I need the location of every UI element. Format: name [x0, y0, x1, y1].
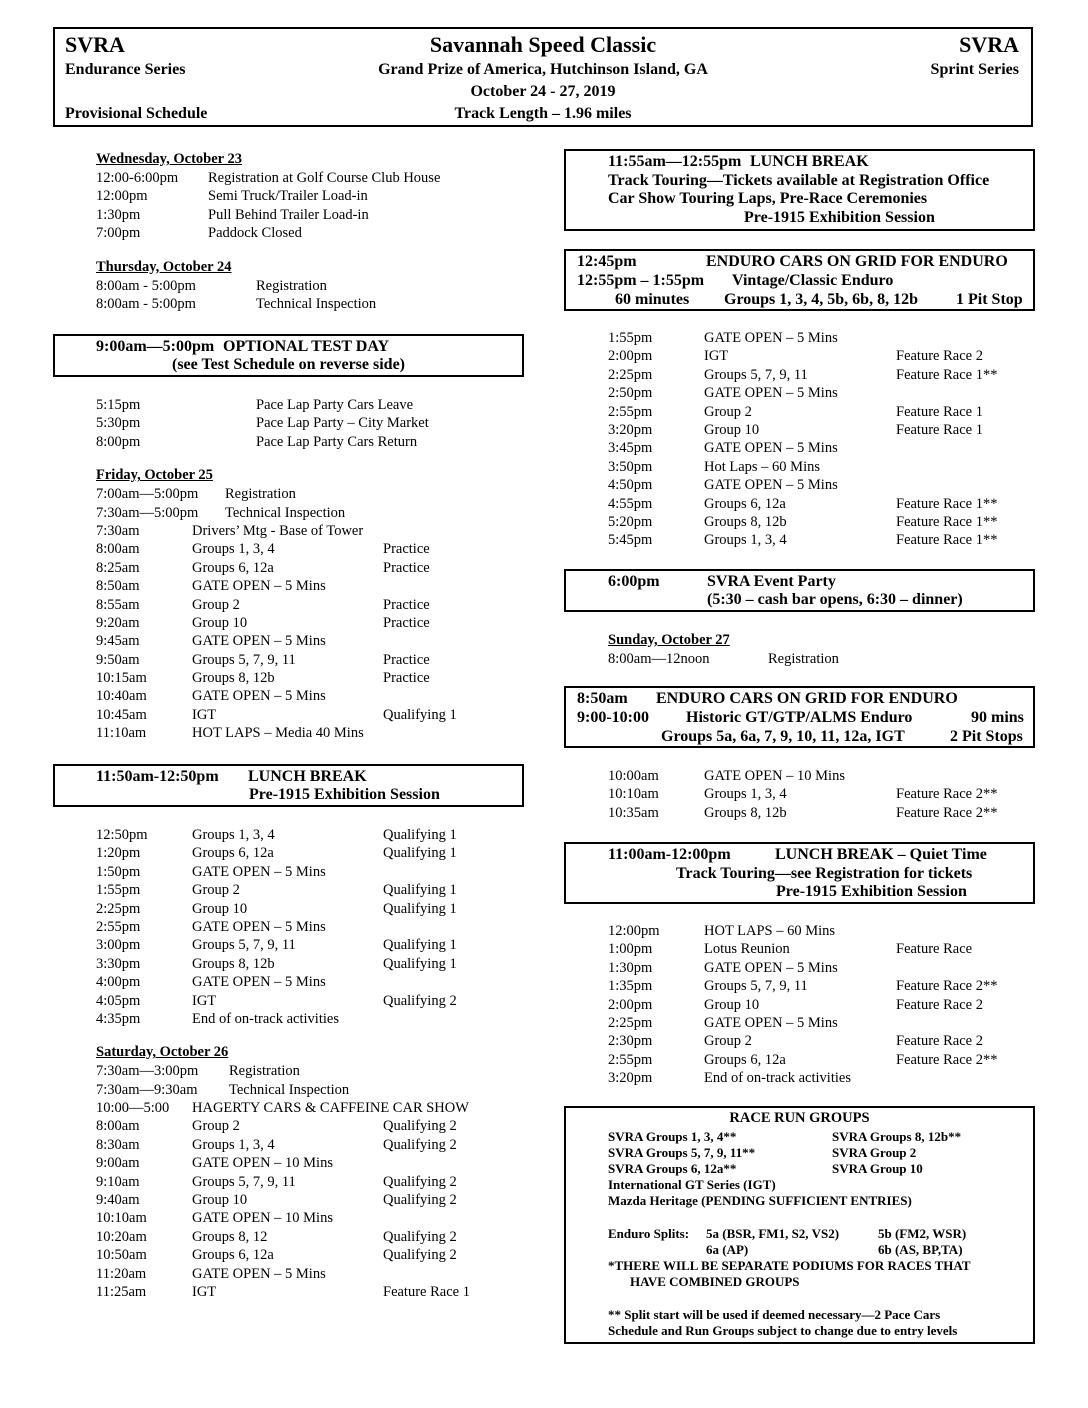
schedule-row [608, 347, 1038, 365]
time-cell: 3:00pm [96, 937, 141, 954]
provisional-label: Provisional Schedule [65, 105, 208, 122]
schedule-row [96, 1117, 526, 1135]
vintage-enduro-box: 12:45pm ENDURO CARS ON GRID FOR ENDURO 12:55pm – 1:55pm Vintage/Classic Enduro 60 minutes Groups 1, 3, 4, 5b, 6b, 8, 12b 1 Pit Stop [564, 249, 1035, 311]
schedule-row [608, 403, 1038, 421]
schedule-row [608, 1014, 1038, 1032]
event-cell: Groups 5, 7, 9, 11 [192, 1173, 296, 1190]
session-cell: Feature Race 2 [896, 1033, 983, 1050]
time-cell: 10:35am [608, 804, 659, 821]
saturday-afternoon-rows [608, 329, 1038, 550]
schedule-row [96, 540, 526, 558]
session-cell: Qualifying 2 [383, 1136, 457, 1153]
event-cell: Groups 8, 12b [192, 670, 275, 687]
schedule-row [96, 1283, 526, 1301]
event-cell: GATE OPEN – 5 Mins [192, 1265, 326, 1282]
event-party-box: 6:00pm SVRA Event Party (5:30 – cash bar opens, 6:30 – dinner) [564, 569, 1035, 612]
schedule-row [608, 458, 1038, 476]
schedule-row [608, 439, 1038, 457]
event-cell: Groups 1, 3, 4 [704, 532, 787, 549]
schedule-row [96, 973, 526, 991]
schedule-row [608, 922, 1038, 940]
time-cell: 5:20pm [608, 513, 653, 530]
time-cell: 2:25pm [608, 366, 653, 383]
schedule-row [96, 900, 526, 918]
event-cell: GATE OPEN – 5 Mins [704, 385, 838, 402]
event-cell: Group 2 [192, 882, 240, 899]
right-column-sunday-2 [608, 767, 1038, 822]
event-cell: GATE OPEN – 10 Mins [704, 768, 845, 784]
schedule-row [608, 785, 1038, 803]
optional-test-day-label: OPTIONAL TEST DAY [223, 338, 389, 355]
race-run-groups-box: RACE RUN GROUPS SVRA Groups 1, 3, 4** SVRA Groups 8, 12b** SVRA Groups 5, 7, 9, 11** SVRA Group 2 SVRA Groups 6, 12a** SVRA Group 10 International GT Series (IGT) Mazda Heritage (PENDING SUFFICIENT ENTRIES) Enduro Splits: 5a (BSR, FM1, S2, VS2) 5b (FM2, WSR) 6a (AP) 6b (AS, BP,TA) *THERE WILL BE SEPARATE PODIUMS FOR RACES THAT HAVE COMBINED GROUPS ** Split start will be used if deemed necessary—2 Pace Cars Schedule and Run Groups subject to change due to entry levels [564, 1106, 1035, 1344]
time-cell: 1:35pm [608, 978, 653, 995]
time-cell: 9:20am [96, 614, 140, 631]
session-cell: Qualifying 2 [383, 1192, 457, 1209]
session-cell: Feature Race 2 [896, 348, 983, 365]
day-heading-saturday: Saturday, October 26 [96, 1044, 229, 1061]
time-cell: 4:05pm [96, 992, 141, 1009]
event-cell: IGT [704, 348, 729, 365]
time-cell: 9:00am [96, 1155, 140, 1172]
session-cell: Practice [383, 541, 430, 558]
session-cell: Practice [383, 670, 430, 687]
event-cell: Hot Laps – 60 Mins [704, 458, 820, 475]
event-cell: Groups 6, 12a [704, 1051, 786, 1068]
event-cell: GATE OPEN – 5 Mins [704, 440, 838, 457]
schedule-row [96, 724, 526, 742]
event-cell: GATE OPEN – 5 Mins [192, 974, 326, 991]
historic-enduro-box: 8:50am ENDURO CARS ON GRID FOR ENDURO 9:00-10:00 Historic GT/GTP/ALMS Enduro 90 mins Groups 5a, 6a, 7, 9, 10, 11, 12a, IGT 2 Pit Stops [564, 686, 1035, 748]
schedule-row [608, 996, 1038, 1014]
schedule-row [96, 992, 526, 1010]
venue: Grand Prize of America, Hutchinson Island, GA [378, 61, 708, 78]
time-cell: 8:00am [96, 1118, 140, 1135]
left-title: SVRA [65, 32, 125, 57]
session-cell: Qualifying 1 [383, 827, 457, 843]
event-cell: Group 2 [704, 1033, 752, 1050]
time-cell: 2:25pm [96, 900, 141, 917]
session-cell: Feature Race 1 [383, 1283, 470, 1300]
session-cell: Feature Race 2** [896, 786, 998, 803]
schedule-row: 8:00am—12noon Registration [608, 651, 839, 667]
event-cell: GATE OPEN – 5 Mins [192, 863, 326, 880]
schedule-row [96, 936, 526, 954]
time-cell: 2:55pm [96, 918, 141, 935]
session-cell: Qualifying 1 [383, 900, 457, 917]
session-cell: Practice [383, 651, 430, 668]
schedule-row [608, 1069, 1038, 1087]
event-cell: Groups 5, 7, 9, 11 [704, 978, 808, 995]
event-cell: Groups 1, 3, 4 [192, 1136, 275, 1153]
time-cell: 9:45am [96, 633, 140, 650]
schedule-row [96, 522, 526, 540]
time-cell: 1:55pm [608, 330, 653, 346]
schedule-row [96, 1010, 526, 1028]
schedule-row: 7:30am—9:30am Technical Inspection [96, 1081, 350, 1098]
event-cell: End of on-track activities [704, 1070, 851, 1087]
event-cell: HAGERTY CARS & CAFFEINE CAR SHOW [192, 1100, 469, 1117]
session-cell: Qualifying 1 [383, 937, 457, 954]
time-cell: 8:55am [96, 596, 140, 613]
session-cell: Practice [383, 614, 430, 631]
event-cell: HOT LAPS – Media 40 Mins [192, 725, 364, 742]
schedule-row [96, 881, 526, 899]
right-column-sunday [608, 631, 1038, 668]
time-cell: 4:35pm [96, 1010, 141, 1027]
session-cell: Qualifying 2 [383, 992, 457, 1009]
sunday-lunch-box: 11:00am-12:00pm LUNCH BREAK – Quiet Time Track Touring—see Registration for tickets Pre-1915 Exhibition Session [564, 842, 1035, 904]
session-cell: Practice [383, 559, 430, 576]
optional-test-day-box: 9:00am—5:00pm OPTIONAL TEST DAY (see Test Schedule on reverse side) [53, 334, 524, 377]
time-cell: 2:00pm [608, 996, 653, 1013]
session-cell: Feature Race 2** [896, 804, 998, 821]
right-column-sunday-3 [608, 922, 1038, 1088]
schedule-row: 5:30pm Pace Lap Party – City Market [96, 415, 429, 432]
schedule-row: 7:00pm Paddock Closed [96, 225, 302, 242]
schedule-row [608, 1051, 1038, 1069]
schedule-row: 12:00pm Semi Truck/Trailer Load-in [96, 188, 368, 205]
event-cell: GATE OPEN – 5 Mins [704, 477, 838, 494]
schedule-row [608, 476, 1038, 494]
event-cell: Group 10 [704, 421, 760, 438]
event-cell: Group 2 [704, 403, 752, 420]
schedule-row: 7:30am—3:00pm Registration [96, 1063, 300, 1080]
session-cell: Qualifying 2 [383, 1118, 457, 1135]
event-cell: GATE OPEN – 5 Mins [192, 918, 326, 935]
day-heading-sunday: Sunday, October 27 [608, 632, 730, 648]
event-cell: GATE OPEN – 5 Mins [704, 1014, 838, 1031]
saturday-lunch-box: 11:55am—12:55pm LUNCH BREAK Track Touring—Tickets available at Registration Office Car Show Touring Laps, Pre-Race Ceremonies Pre-1915 Exhibition Session [564, 149, 1035, 231]
schedule-row [608, 977, 1038, 995]
time-cell: 8:00am [96, 541, 140, 558]
time-cell: 8:25am [96, 559, 140, 576]
left-column-2 [96, 396, 526, 743]
schedule-row [96, 687, 526, 705]
event-cell: Group 2 [192, 596, 240, 613]
time-cell: 10:50am [96, 1247, 147, 1264]
session-cell: Practice [383, 596, 430, 613]
event-cell: Groups 5, 7, 9, 11 [192, 937, 296, 954]
time-cell: 2:50pm [608, 385, 653, 402]
time-cell: 2:30pm [608, 1033, 653, 1050]
time-cell: 9:40am [96, 1192, 140, 1209]
time-cell: 10:40am [96, 688, 147, 705]
session-cell: Feature Race 1** [896, 513, 998, 530]
event-cell: Groups 1, 3, 4 [704, 786, 787, 803]
event-cell: GATE OPEN – 5 Mins [192, 688, 326, 705]
time-cell: 10:00—5:00 [96, 1100, 170, 1117]
schedule-row: 5:15pm Pace Lap Party Cars Leave [96, 397, 414, 413]
event-cell: Groups 6, 12a [192, 559, 274, 576]
time-cell: 3:20pm [608, 1070, 653, 1087]
schedule-row [608, 329, 1038, 347]
schedule-row [96, 863, 526, 881]
event-cell: Groups 6, 12a [192, 845, 274, 862]
session-cell: Qualifying 1 [383, 845, 457, 862]
event-cell: Lotus Reunion [704, 941, 790, 958]
event-cell: Groups 1, 3, 4 [192, 827, 275, 843]
time-cell: 10:10am [608, 786, 659, 803]
time-cell: 12:00pm [608, 923, 660, 939]
event-cell: Group 10 [192, 1192, 248, 1209]
schedule-row [96, 1228, 526, 1246]
schedule-row [608, 804, 1038, 822]
time-cell: 10:10am [96, 1210, 147, 1227]
event-cell: Groups 1, 3, 4 [192, 541, 275, 558]
wednesday-rows [96, 169, 526, 243]
event-cell: Group 10 [192, 614, 248, 631]
session-cell: Feature Race 1** [896, 366, 998, 383]
event-cell: Groups 8, 12b [704, 513, 787, 530]
event-cell: Group 10 [704, 996, 760, 1013]
day-heading-thursday: Thursday, October 24 [96, 258, 232, 275]
session-cell: Qualifying 1 [383, 882, 457, 899]
left-column [96, 150, 526, 313]
schedule-row [96, 1191, 526, 1209]
schedule-row: 8:00pm Pace Lap Party Cars Return [96, 433, 418, 450]
event-cell: Groups 5, 7, 9, 11 [704, 366, 808, 383]
schedule-row [96, 596, 526, 614]
event-cell: GATE OPEN – 10 Mins [192, 1210, 333, 1227]
time-cell: 8:50am [96, 578, 140, 595]
session-cell: Qualifying 2 [383, 1247, 457, 1264]
right-column-saturday [608, 329, 1038, 550]
time-cell: 2:55pm [608, 403, 653, 420]
schedule-row: 12:00-6:00pm Registration at Golf Course Club House [96, 170, 441, 186]
time-cell: 1:55pm [96, 882, 141, 899]
event-cell: GATE OPEN – 5 Mins [704, 330, 838, 346]
event-cell: Groups 5, 7, 9, 11 [192, 651, 296, 668]
event-cell: Groups 8, 12b [192, 955, 275, 972]
sunday-afternoon-rows [608, 922, 1038, 1088]
time-cell: 4:00pm [96, 974, 141, 991]
session-cell: Feature Race 2 [896, 996, 983, 1013]
schedule-row [96, 1136, 526, 1154]
schedule-row [608, 495, 1038, 513]
schedule-row [96, 577, 526, 595]
time-cell: 11:20am [96, 1265, 147, 1282]
friday-rows-afternoon [96, 826, 526, 1028]
schedule-row [96, 1209, 526, 1227]
schedule-row [608, 384, 1038, 402]
schedule-row [608, 513, 1038, 531]
time-cell: 1:20pm [96, 845, 141, 862]
schedule-row [608, 531, 1038, 549]
session-cell: Feature Race 1 [896, 403, 983, 420]
event-cell: Group 10 [192, 900, 248, 917]
schedule-row [608, 421, 1038, 439]
time-cell: 2:00pm [608, 348, 653, 365]
time-cell: 3:20pm [608, 421, 653, 438]
schedule-row [96, 559, 526, 577]
schedule-row [96, 1099, 526, 1117]
friday-rows [96, 522, 526, 743]
session-cell: Feature Race 1** [896, 495, 998, 512]
schedule-row [96, 955, 526, 973]
schedule-row [96, 1154, 526, 1172]
right-subtitle: Sprint Series [930, 61, 1019, 78]
schedule-row: 7:00am—5:00pm Registration [96, 486, 296, 503]
day-heading-friday: Friday, October 25 [96, 467, 213, 484]
schedule-row [608, 767, 1038, 785]
schedule-row [608, 959, 1038, 977]
time-cell: 2:55pm [608, 1051, 653, 1068]
schedule-row [96, 918, 526, 936]
schedule-row [96, 614, 526, 632]
time-cell: 8:30am [96, 1136, 140, 1153]
schedule-row: 1:30pm Pull Behind Trailer Load-in [96, 206, 369, 223]
schedule-row [608, 1032, 1038, 1050]
time-cell: 9:50am [96, 651, 140, 668]
session-cell: Feature Race 2** [896, 1051, 998, 1068]
event-cell: Groups 8, 12 [192, 1228, 268, 1245]
header-box [53, 27, 1033, 127]
session-cell: Qualifying 1 [383, 955, 457, 972]
time-cell: 1:50pm [96, 863, 141, 880]
schedule-row [96, 706, 526, 724]
schedule-row [96, 1265, 526, 1283]
session-cell: Qualifying 1 [383, 706, 457, 723]
time-cell: 5:45pm [608, 532, 653, 549]
left-column-3 [96, 826, 526, 1301]
event-cell: GATE OPEN – 5 Mins [192, 633, 326, 650]
time-cell: 3:45pm [608, 440, 653, 457]
time-cell: 4:55pm [608, 495, 653, 512]
schedule-row [96, 669, 526, 687]
time-cell: 10:20am [96, 1228, 147, 1245]
track-length: Track Length – 1.96 miles [454, 105, 632, 122]
time-cell: 7:30am [96, 522, 140, 539]
schedule-row: 8:00am - 5:00pm Registration [96, 277, 327, 294]
schedule-row [96, 1173, 526, 1191]
time-cell: 11:25am [96, 1283, 147, 1300]
session-cell: Qualifying 2 [383, 1228, 457, 1245]
schedule-row: 8:00am - 5:00pm Technical Inspection [96, 295, 377, 312]
right-title: SVRA [959, 32, 1019, 57]
event-cell: Group 2 [192, 1118, 240, 1135]
time-cell: 2:25pm [608, 1014, 653, 1031]
session-cell: Feature Race 1** [896, 532, 998, 549]
time-cell: 9:10am [96, 1173, 140, 1190]
event-cell: IGT [192, 992, 217, 1009]
event-cell: GATE OPEN – 5 Mins [704, 959, 838, 976]
time-cell: 10:00am [608, 768, 659, 784]
session-cell: Feature Race 1 [896, 421, 983, 438]
schedule-row [96, 651, 526, 669]
time-cell: 3:30pm [96, 955, 141, 972]
session-cell: Feature Race [896, 941, 973, 958]
schedule-row [96, 844, 526, 862]
event-cell: Groups 6, 12a [192, 1247, 274, 1264]
page-title: Savannah Speed Classic [429, 32, 657, 57]
event-cell: GATE OPEN – 5 Mins [192, 578, 326, 595]
event-cell: Drivers’ Mtg - Base of Tower [192, 522, 364, 539]
time-cell: 3:50pm [608, 458, 653, 475]
event-cell: Groups 8, 12b [704, 804, 787, 821]
schedule-row [608, 366, 1038, 384]
event-cell: HOT LAPS – 60 Mins [704, 923, 836, 939]
event-dates: October 24 - 27, 2019 [470, 83, 616, 100]
event-cell: IGT [192, 1283, 217, 1300]
time-cell: 4:50pm [608, 477, 653, 494]
time-cell: 11:10am [96, 725, 147, 742]
event-cell: GATE OPEN – 10 Mins [192, 1155, 333, 1172]
sunday-morning-rows [608, 767, 1038, 822]
schedule-row [96, 1246, 526, 1264]
event-cell: End of on-track activities [192, 1010, 339, 1027]
run-groups-title: RACE RUN GROUPS [729, 1110, 870, 1126]
time-cell: 10:45am [96, 706, 147, 723]
session-cell: Qualifying 2 [383, 1173, 457, 1190]
friday-lunch-box: 11:50am-12:50pm LUNCH BREAK Pre-1915 Exhibition Session [53, 764, 524, 807]
schedule-row [96, 632, 526, 650]
event-cell: IGT [192, 706, 217, 723]
time-cell: 1:30pm [608, 959, 653, 976]
left-subtitle: Endurance Series [65, 61, 186, 78]
time-cell: 12:50pm [96, 827, 148, 843]
schedule-row [96, 826, 526, 844]
time-cell: 1:00pm [608, 941, 653, 958]
session-cell: Feature Race 2** [896, 978, 998, 995]
schedule-row: 7:30am—5:00pm Technical Inspection [96, 504, 346, 521]
saturday-rows [96, 1099, 526, 1301]
event-cell: Groups 6, 12a [704, 495, 786, 512]
time-cell: 10:15am [96, 670, 147, 687]
schedule-row [608, 940, 1038, 958]
day-heading-wednesday: Wednesday, October 23 [96, 151, 242, 167]
